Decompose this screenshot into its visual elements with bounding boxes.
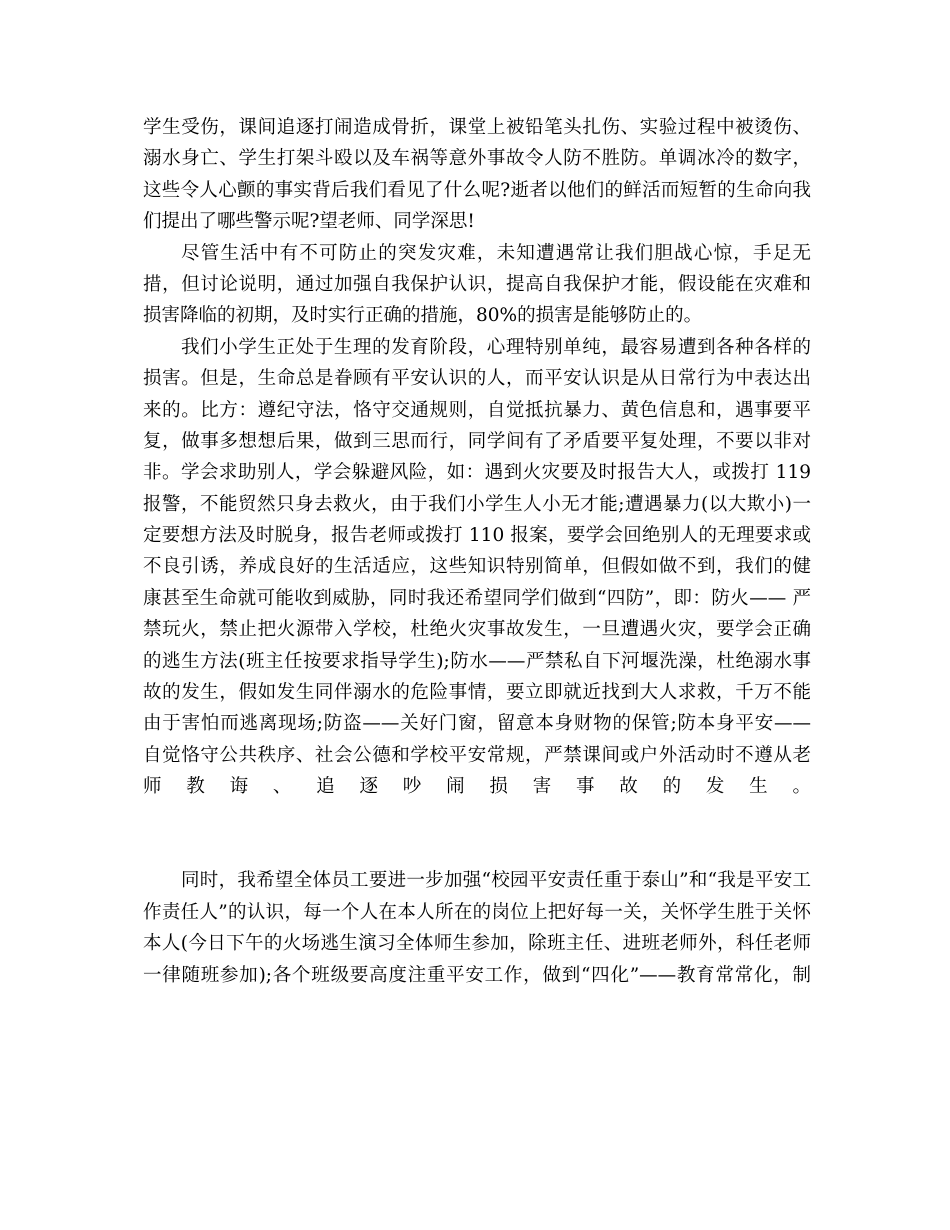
text-line: 不良引诱，养成良好的生活适应，这些知识特别简单，但假如做不到，我们的健	[143, 556, 811, 578]
text-line: 作责任人”的认识，每一个人在本人所在的岗位上把好每一关，关怀学生胜于关怀	[143, 901, 811, 923]
text-line: 康甚至生命就可能收到威胁，同时我还希望同学们做到“四防”，即：防火—— 严	[143, 587, 811, 609]
text-line: 一律随班参加);各个班级要高度注重平安工作，做到“四化”——教育常常化，制	[143, 964, 811, 986]
document-body	[143, 112, 811, 991]
paragraph-1	[143, 112, 811, 238]
text-line: 损害降临的初期，及时实行正确的措施，80%的损害是能够防止的。	[143, 305, 703, 327]
text-line: 非。学会求助别人，学会躲避风险，如：遇到火灾要及时报告大人，或拨打 119	[143, 462, 811, 484]
text-line: 同时，我希望全体员工要进一步加强“校园平安责任重于泰山”和“我是平安工	[181, 870, 811, 892]
text-line: 措，但讨论说明，通过加强自我保护认识，提高自我保护才能，假设能在灾难和	[143, 273, 811, 295]
text-line: 禁玩火，禁止把火源带入学校，杜绝火灾事故发生，一旦遭遇火灾，要学会正确	[143, 619, 811, 641]
text-line: 本人(今日下午的火场逃生演习全体师生参加，除班主任、进班老师外，科任老师	[143, 933, 811, 955]
text-line: 学生受伤，课间追逐打闹造成骨折，课堂上被铅笔头扎伤、实验过程中被烫伤、	[143, 117, 811, 138]
text-line: 师教诲、追逐吵闹损害事故的发生。	[143, 776, 811, 798]
text-line: 来的。比方：遵纪守法，恪守交通规则，自觉抵抗暴力、黄色信息和，遇事要平	[143, 399, 811, 421]
text-line: 们提出了哪些警示呢?望老师、同学深思!	[143, 211, 475, 233]
paragraph-2	[143, 238, 811, 332]
text-line: 尽管生活中有不可防止的突发灾难，未知遭遇常让我们胆战心惊，手足无	[181, 242, 811, 264]
text-line: 自觉恪守公共秩序、社会公德和学校平安常规，严禁课间或户外活动时不遵从老	[143, 744, 811, 766]
text-line: 溺水身亡、学生打架斗殴以及车祸等意外事故令人防不胜防。单调冰冷的数字，	[143, 148, 811, 170]
text-line: 故的发生，假如发生同伴溺水的危险事情，要立即就近找到大人求救，千万不能	[143, 682, 811, 704]
text-line	[143, 803, 811, 834]
text-line: 由于害怕而逃离现场;防盗——关好门窗，留意本身财物的保管;防本身平安——	[143, 713, 811, 735]
text-line: 报警，不能贸然只身去救火，由于我们小学生人小无才能;遭遇暴力(以大欺小)一	[143, 493, 811, 515]
text-line: 我们小学生正处于生理的发育阶段，心理特别单纯，最容易遭到各种各样的	[181, 336, 811, 358]
text-line	[143, 834, 811, 865]
text-line: 复，做事多想想后果，做到三思而行，同学间有了矛盾要平复处理，不要以非对	[143, 430, 811, 452]
text-line: 的逃生方法(班主任按要求指导学生);防水——严禁私自下河堰洗澡，杜绝溺水事	[143, 650, 811, 672]
text-line: 这些令人心颤的事实背后我们看见了什么呢?逝者以他们的鲜活而短暂的生命向我	[143, 179, 811, 201]
text-line: 定要想方法及时脱身，报告老师或拨打 110 报案，要学会回绝别人的无理要求或	[143, 525, 811, 547]
paragraph-4	[143, 865, 811, 991]
text-line: 损害。但是，生命总是眷顾有平安认识的人，而平安认识是从日常行为中表达出	[143, 368, 811, 390]
paragraph-3	[143, 332, 811, 866]
